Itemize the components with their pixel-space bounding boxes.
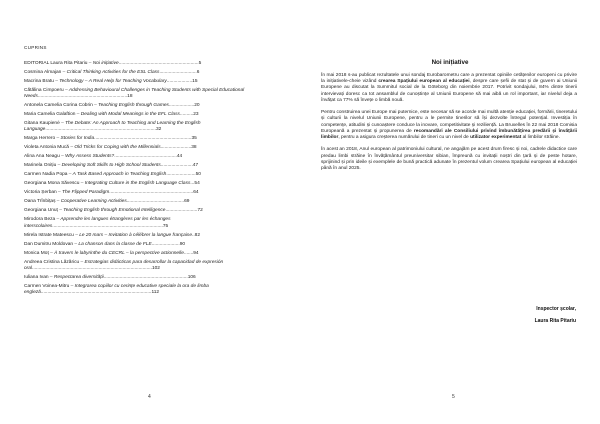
toc-entry-page: 102 bbox=[151, 265, 160, 271]
toc-entry-author: Carmen Nadia Popa bbox=[24, 172, 68, 178]
toc-entry-leader: ........................ bbox=[165, 208, 198, 214]
bold-text: recomandări ale Consiliului privind îmbunătățirea predării și învățării limbilor bbox=[321, 128, 577, 141]
toc-entry-author: Marga Herrero bbox=[24, 136, 56, 142]
toc-entry-author: Andreea Cristina Lăzăricu bbox=[24, 259, 80, 265]
toc-entry-title: – Noi inițiative bbox=[87, 61, 119, 66]
editorial-paragraph bbox=[321, 110, 577, 141]
toc-entry-page: 94 bbox=[193, 250, 199, 256]
toc-entry bbox=[24, 70, 261, 76]
toc-entry-leader: ........................................... bbox=[126, 199, 185, 205]
toc-entry-leader: .......... bbox=[179, 112, 194, 118]
toc-entry-author: Laura Rita Pitariu bbox=[50, 61, 88, 66]
toc-entry-leader: ................................................................................... bbox=[52, 223, 163, 229]
paragraph-text: În acest an 2018, Anul european al patrimoniului cultural, ne angajăm pe acest drum firesc și noi, cadrele didactice care predau limbi străine în învățământul preuniversitar sibian, împreună cu invitații noștri din țară și de peste hotare, sprijinind și prin ideile și exemplele de bună practică adunate în prezentul volum crearea Spațiului european al educației până în anul 2025. bbox=[321, 147, 577, 172]
toc-entry bbox=[24, 112, 261, 118]
toc-entry bbox=[24, 242, 261, 248]
paragraph-text: În mai 2018 s-au publicat rezultatele unui sondaj Eurobarometru care a prezentat opiniile cetățenilor europeni cu privire la inițiativele-cheie vizând bbox=[321, 73, 577, 85]
toc-entry bbox=[24, 233, 261, 239]
toc-entry bbox=[24, 199, 261, 205]
toc-entry-page: 44 bbox=[176, 154, 183, 160]
toc-entry-author: Victoria Șerban bbox=[24, 190, 57, 196]
toc-entry-title: – Addressing Behavioural Challenges in Teaching Students with Special Educational Needs bbox=[24, 88, 245, 100]
toc-entry bbox=[24, 163, 261, 169]
paragraph-text: Pentru construirea unei Europe mai puternice, este necesar să se acorde mai multă atenție educației, formării, tineretului și culturii la nivelul Uniunii Europene, pentru a le permite tinerilor să își dezvolte întregul potențial. Investiția în competențe, atitudini și cunoaștere conduce la inovare, competitivitate și reziliență. La Bruxelles în 22 mai 2018 Comisia Europeană a prezentat și propunerea de bbox=[321, 110, 577, 134]
toc-entry-page: 20 bbox=[194, 103, 200, 109]
toc-entry-author: Mirodora Beza bbox=[24, 217, 56, 223]
toc-entry-page: 82 bbox=[194, 232, 201, 238]
toc-entry-page: 75 bbox=[162, 223, 169, 229]
editorial-body bbox=[321, 73, 577, 178]
toc-entry-leader: .......................................................................................... bbox=[32, 265, 152, 271]
toc-entry-leader: ... bbox=[190, 181, 195, 187]
toc-entry bbox=[24, 251, 261, 257]
toc-entry-author: Iuliana Ivan bbox=[24, 274, 49, 280]
toc-entry-leader: .. bbox=[192, 232, 195, 238]
toc-entry-page: 106 bbox=[187, 274, 196, 280]
toc-entry-leader: ............................................................... bbox=[103, 274, 188, 280]
toc-entry bbox=[24, 88, 261, 100]
toc-entry-title: – Old Tricks for Coping with the Millennials bbox=[68, 145, 161, 151]
page-number-right: 5 bbox=[452, 394, 455, 400]
toc-entry bbox=[24, 181, 261, 187]
toc-entry-page: 64 bbox=[193, 190, 199, 196]
toc-entry-page: 15 bbox=[192, 79, 198, 84]
toc-entry-title: – Critical Thinking Activities for the ESL Class bbox=[61, 70, 160, 75]
paragraph-text: al limbilor străine. bbox=[521, 135, 560, 141]
toc-entry-author: Carmen Voinea-Mitru bbox=[24, 283, 70, 289]
toc-entry-page: 112 bbox=[151, 290, 160, 296]
toc-entry-author: Mirela Istrate Mateescu bbox=[24, 232, 74, 238]
right-page-editorial bbox=[300, 0, 600, 424]
toc-entry bbox=[24, 145, 261, 151]
toc-entry-page: 54 bbox=[194, 181, 200, 187]
toc-entry-title: – Dealing with Modal Meanings in the EFL Class bbox=[75, 112, 180, 118]
page-number-left: 4 bbox=[148, 394, 151, 400]
toc-entry-page: 90 bbox=[179, 241, 186, 247]
toc-entry-author: Cosmina Almajan bbox=[24, 70, 62, 75]
toc-entry-author: Alina Ana Neagu bbox=[24, 154, 60, 160]
contents-heading: CUPRINS bbox=[24, 45, 47, 50]
toc-entry-author: Violeta Antonia Mucă bbox=[24, 145, 69, 151]
toc-entry-title: – Teaching English through Games bbox=[92, 103, 169, 109]
toc-entry-page: 32 bbox=[155, 127, 162, 133]
toc-entry bbox=[24, 275, 261, 281]
editorial-title: Noi inițiative bbox=[431, 59, 469, 66]
editorial-paragraph bbox=[321, 73, 577, 104]
toc-entry-author: Oana Trînbițaș bbox=[24, 199, 56, 205]
toc-entry-author: Dan Dumitru Moldovan bbox=[24, 241, 74, 247]
toc-entry-leader: ............................ bbox=[159, 70, 197, 75]
toc-entry-title: – A Task Based Approach in Teaching English bbox=[67, 172, 167, 178]
toc-entry bbox=[24, 284, 261, 296]
toc-entry-page: 72 bbox=[197, 208, 203, 214]
signature-name: Laura Rita Pitariu bbox=[534, 318, 576, 324]
toc-entry bbox=[24, 154, 261, 160]
toc-entry bbox=[24, 136, 261, 142]
paragraph-text: , despre care șefii de stat și de guvern ai Uniunii Europene au discutat la Summitul social de la Göteborg din noiembrie 2017. Potrivit sondajului, 84% dintre tinerii intervievați doresc ca tot ansamblul de cunoștințe al Uniunii Europene să mai aibă un rol important, iar nivelul deja a învățat ca 77% să învețe o limbă nouă. bbox=[321, 79, 578, 103]
toc-entry-author: Gitana Kaupienė bbox=[24, 121, 60, 127]
toc-entry-title: – Stories for India bbox=[55, 136, 95, 142]
toc-entry-leader: ................................................................... bbox=[37, 94, 128, 100]
paragraph-text: , pentru a asigura creșterea numărului de tineri cu un nivel de bbox=[338, 135, 471, 141]
toc-entry-page: 50 bbox=[195, 172, 201, 178]
toc-entry-author: Marinela Onițiu bbox=[24, 163, 57, 169]
toc-entry-title: – Estrategias didácticas para desarrollar la capacidad de expresión oral bbox=[24, 259, 224, 271]
table-of-contents bbox=[24, 61, 261, 299]
toc-entry-author: Antonela Camelia Corina Cobrin bbox=[24, 103, 93, 109]
toc-entry-author: Maria Camelia Galaftion bbox=[24, 112, 76, 118]
toc-entry bbox=[24, 61, 261, 67]
toc-entry-leader: ............................................... bbox=[114, 154, 177, 160]
toc-entry-title: – Cooperative Learning Activities bbox=[55, 199, 127, 205]
signature-role: Inspector școlar, bbox=[536, 306, 576, 312]
toc-entry bbox=[24, 103, 261, 109]
toc-entry-leader: ............................................................... bbox=[109, 190, 194, 196]
bold-text: crearea Spațiului european al educației bbox=[378, 79, 470, 85]
toc-entry-leader: ................................................................................... bbox=[40, 290, 152, 296]
toc-entry-page: 5 bbox=[198, 61, 202, 66]
toc-entry-title: – Integrarea copiilor cu cerințe educative speciale la ora de limba engleză bbox=[24, 283, 209, 296]
toc-entry-title: – Integrating Culture in the English Language Class bbox=[79, 181, 191, 187]
toc-entry bbox=[24, 217, 261, 229]
toc-entry-title: – Apprendre les langues étrangères par les échanges interscolaires bbox=[24, 217, 171, 229]
toc-entry-leader: ....... bbox=[183, 250, 194, 256]
toc-entry bbox=[24, 121, 261, 133]
toc-entry-page: 38 bbox=[191, 145, 197, 151]
toc-entry-page: 6 bbox=[196, 70, 200, 75]
toc-entry bbox=[24, 260, 261, 272]
toc-entry-leader: ...................... bbox=[166, 172, 196, 178]
toc-entry-title: – Developing Soft Skills to High School Students bbox=[56, 163, 161, 169]
toc-entry-page: 35 bbox=[191, 136, 197, 142]
toc-entry-leader: ................... bbox=[168, 103, 195, 109]
toc-entry bbox=[24, 190, 261, 196]
toc-entry-page: 69 bbox=[184, 199, 190, 205]
toc-entry-author: Monica Moț bbox=[24, 250, 49, 256]
bold-text: utilizator experimentat bbox=[470, 135, 522, 141]
toc-entry-leader: ......................................................................... bbox=[94, 136, 192, 142]
toc-entry-title: – Technology – A Real Help for Teaching Vocabulary bbox=[53, 79, 167, 84]
toc-entry-leader: ............................................................ bbox=[118, 61, 199, 66]
toc-entry-leader: ................................................................................... bbox=[45, 127, 156, 133]
toc-entry-title: – Why Assess Students? bbox=[59, 154, 115, 160]
toc-entry-title: – Respectarea diversității bbox=[48, 274, 104, 280]
toc-entry-leader: ................... bbox=[166, 79, 193, 84]
editorial-paragraph bbox=[321, 147, 577, 172]
toc-entry bbox=[24, 79, 261, 85]
toc-entry-title: – Teaching English through Emotional Intelligence bbox=[57, 208, 166, 214]
toc-entry-leader: ........................ bbox=[160, 163, 193, 169]
toc-entry-page: 18 bbox=[127, 94, 133, 100]
toc-entry-page: 23 bbox=[193, 112, 199, 118]
toc-entry-author: Georgiana Unuț bbox=[24, 208, 58, 214]
toc-entry-title: – La chanson dans la classe de FLE bbox=[73, 241, 152, 247]
toc-entry-title: – Le 20 mars – Invitation à célébrer la langue française bbox=[73, 232, 192, 238]
toc-entry-author: Georgiana Mona Săvescu bbox=[24, 181, 80, 187]
toc-entry-author: Cătălina Cimpoeru bbox=[24, 88, 64, 93]
toc-entry-author: Macrina Bratu bbox=[24, 79, 54, 84]
toc-entry-title: – The Debate: An Approach to Teaching and Learning the English Language bbox=[24, 121, 201, 133]
toc-entry-title: – À travers le labyrinthe du CECRL – la perspective actionnelle bbox=[48, 250, 184, 256]
signature-block bbox=[535, 303, 576, 327]
toc-entry bbox=[24, 172, 261, 178]
toc-entry-section: EDITORIAL bbox=[24, 61, 51, 66]
toc-entry-leader: ....................... bbox=[160, 145, 192, 151]
toc-entry-leader: ..................... bbox=[151, 241, 180, 247]
toc-entry-page: 47 bbox=[192, 163, 199, 169]
toc-entry bbox=[24, 208, 261, 214]
toc-entry-title: – The Flipped Paradigm bbox=[56, 190, 110, 196]
